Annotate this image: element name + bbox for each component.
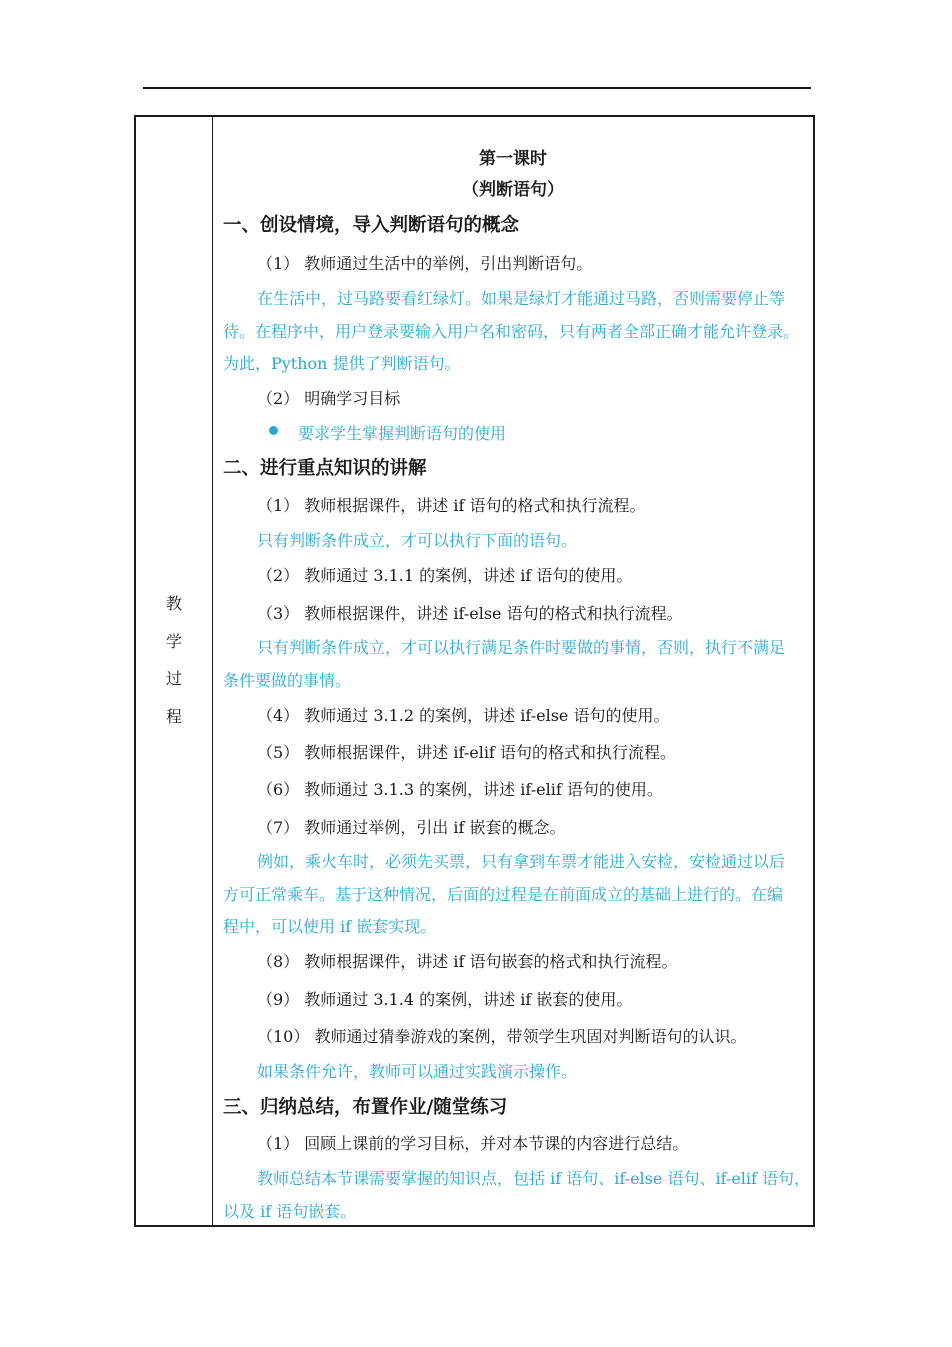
list-item: （1） 教师根据课件，讲述 if 语句的格式和执行流程。 [257, 496, 646, 515]
side-char: 学 [165, 631, 182, 651]
side-column [136, 117, 213, 1225]
bullet-dot-icon [269, 426, 278, 435]
list-item: （8） 教师根据课件，讲述 if 语句嵌套的格式和执行流程。 [257, 952, 678, 971]
list-item: （7） 教师通过举例，引出 if 嵌套的概念。 [257, 818, 566, 837]
list-item: （3） 教师根据课件，讲述 if-else 语句的格式和执行流程。 [257, 604, 683, 623]
list-item: （2） 明确学习目标 [257, 389, 401, 408]
note-line: 条件要做的事情。 [223, 671, 352, 690]
list-item: （2） 教师通过 3.1.1 的案例，讲述 if 语句的使用。 [257, 566, 633, 585]
header-rule [143, 87, 811, 89]
section-heading: 三、归纳总结，布置作业/随堂练习 [223, 1097, 508, 1118]
note-line: 例如，乘火车时，必须先买票，只有拿到车票才能进入安检，安检通过以后 [257, 852, 786, 871]
note-line: 在生活中，过马路要看红绿灯。如果是绿灯才能通过马路，否则需要停止等 [257, 289, 786, 308]
list-item: （1） 教师通过生活中的举例，引出判断语句。 [257, 254, 593, 273]
note-line: 只有判断条件成立，才可以执行下面的语句。 [257, 531, 578, 550]
lesson-subtitle: （判断语句） [462, 180, 564, 200]
note-line: 只有判断条件成立，才可以执行满足条件时要做的事情，否则，执行不满足 [257, 638, 786, 657]
list-item: （10） 教师通过猜拳游戏的案例，带领学生巩固对判断语句的认识。 [257, 1027, 747, 1046]
side-char: 程 [165, 706, 182, 726]
side-char: 过 [165, 669, 182, 688]
side-char: 教 [165, 594, 182, 613]
note-line: 以及 if 语句嵌套。 [223, 1202, 357, 1221]
section-heading: 一、创设情境，导入判断语句的概念 [223, 215, 520, 236]
note-line: 教师总结本节课需要掌握的知识点，包括 if 语句、if-else 语句、if-elif 语句， [257, 1169, 811, 1188]
note-line: 如果条件允许，教师可以通过实践演示操作。 [257, 1062, 578, 1081]
list-item: （6） 教师通过 3.1.3 的案例，讲述 if-elif 语句的使用。 [257, 780, 663, 799]
note-line: 程中，可以使用 if 嵌套实现。 [223, 917, 437, 936]
section-heading: 二、进行重点知识的讲解 [223, 458, 427, 479]
side-label [136, 585, 212, 735]
note-line: 方可正常乘车。基于这种情况，后面的过程是在前面成立的基础上进行的。在编 [223, 885, 784, 904]
list-item: （1） 回顾上课前的学习目标，并对本节课的内容进行总结。 [257, 1134, 689, 1153]
lesson-table [134, 115, 815, 1227]
note-line: 为此，Python 提供了判断语句。 [223, 354, 461, 373]
list-item: （5） 教师根据课件，讲述 if-elif 语句的格式和执行流程。 [257, 743, 676, 762]
bullet-text: 要求学生掌握判断语句的使用 [298, 424, 507, 443]
lesson-title: 第一课时 [479, 149, 547, 169]
list-item: （4） 教师通过 3.1.2 的案例，讲述 if-else 语句的使用。 [257, 706, 670, 725]
list-item: （9） 教师通过 3.1.4 的案例，讲述 if 嵌套的使用。 [257, 990, 633, 1009]
content-column [213, 117, 813, 1225]
note-line: 待。在程序中，用户登录要输入用户名和密码，只有两者全部正确才能允许登录。 [223, 322, 800, 341]
